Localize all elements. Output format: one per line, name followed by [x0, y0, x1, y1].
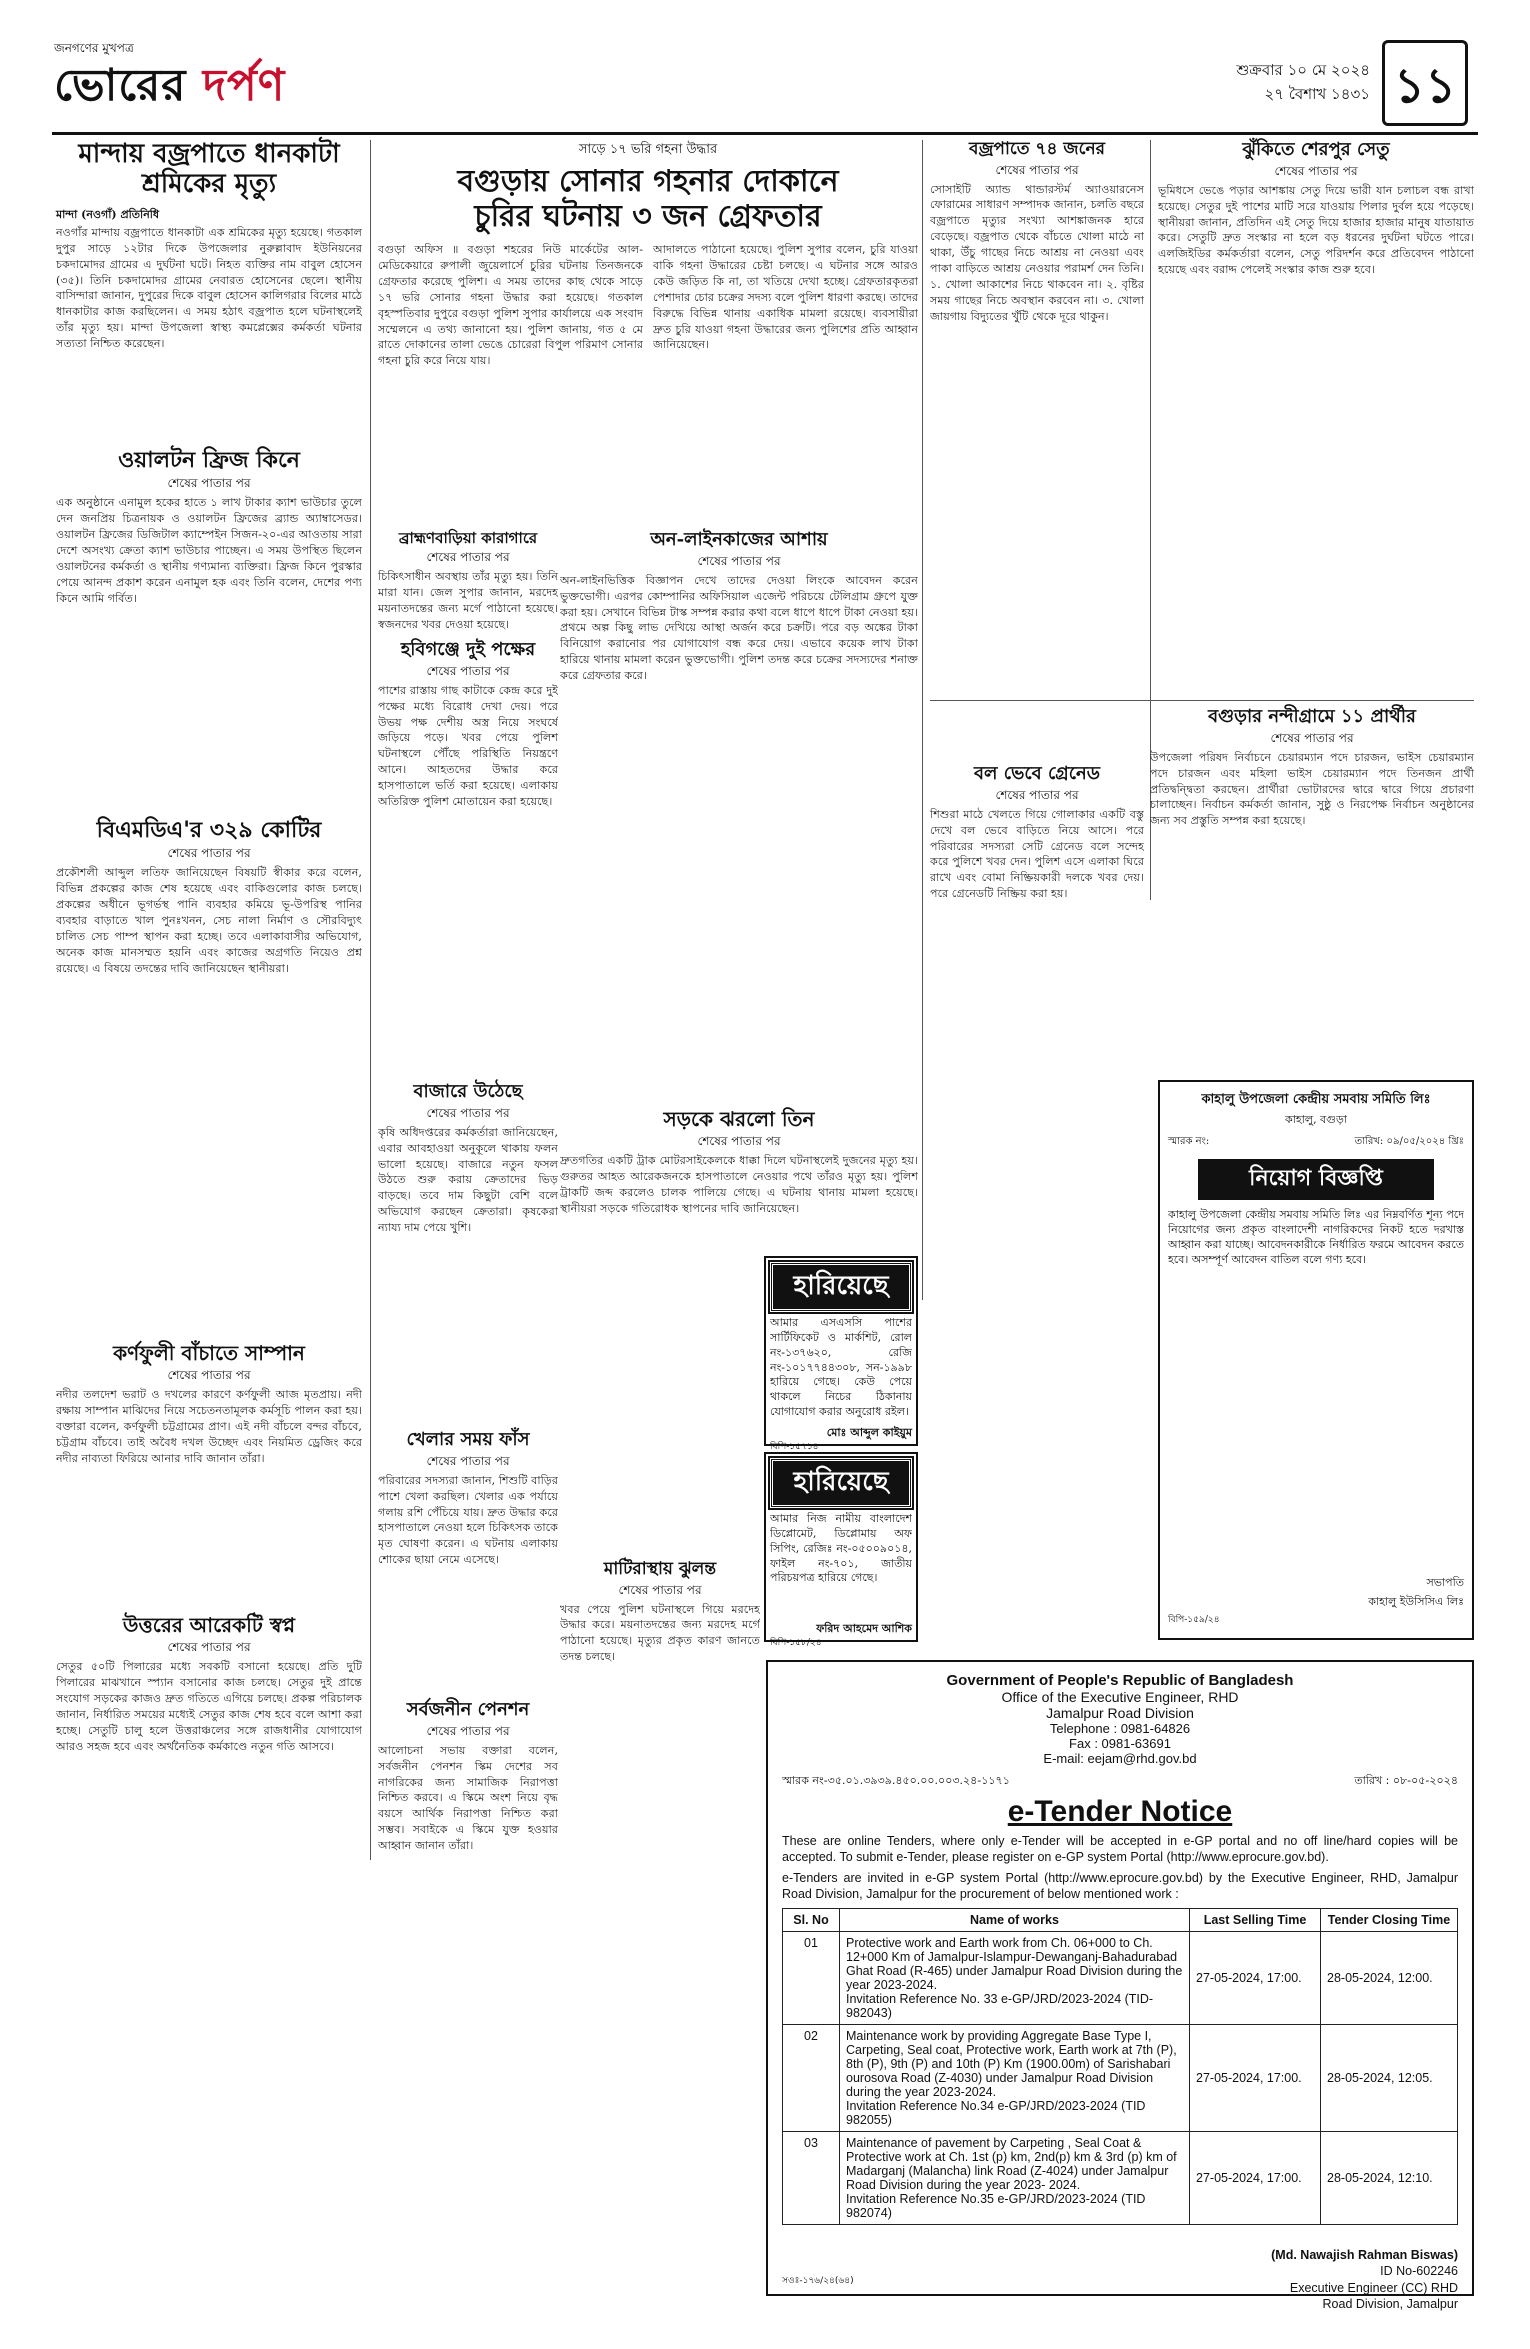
tender-table-header [783, 1909, 1458, 1932]
continued-label: শেষের পাতার পর [697, 1134, 781, 1148]
article-body: আদালতে পাঠানো হয়েছে। পুলিশ সুপার বলেন, চুরি যাওয়া বাকি গহনা উদ্ধারের চেষ্টা চলছে। এ ঘটনার সঙ্গে আরও কেউ জড়িত কি না, তা খতিয়ে দেখা হচ্ছে। গ্রেফতারকৃতরা পেশাদার চোর চক্রের সদস্য বলে পুলিশ ধারণা করছে। তাদের বিরুদ্ধে বিভিন্ন থানায় একাধিক মামলা রয়েছে। ব্যবসায়ীরা দ্রুত চুরি যাওয়া গহনা উদ্ধারের জন্য পুলিশের প্রতি আহ্বান জানিয়েছেন। [653, 243, 918, 352]
article-habiganj [378, 640, 558, 933]
lost-signature: মোঃ আব্দুল কাইয়ুম [826, 1426, 912, 1439]
continued-label: শেষের পাতার পর [995, 787, 1079, 802]
article-play-noose [378, 1430, 558, 1693]
lead-story [378, 140, 918, 480]
article-body: সোসাইটি অ্যান্ড থান্ডারস্টর্ম অ্যাওয়ারনেস ফোরামের সাধারণ সম্পাদক জানান, চলতি বছরে বজ্রপাতে মৃত্যুর সংখ্যা আশঙ্কাজনক হারে বেড়েছে। বজ্রপাত থেকে বাঁচতে খোলা মাঠে না থাকা, উঁচু গাছের নিচে আশ্রয় না নেওয়া এবং পাকা বাড়িতে আশ্রয় নেওয়ার পরামর্শ দেন তিনি। ১. খোলা আকাশের নিচে থাকবেন না। ২. বৃষ্টির সময় গাছের নিচে অবস্থান করবেন না। ৩. খোলা জায়গায় বিদ্যুতের খুঁটি থেকে দূরে থাকুন। [930, 182, 1144, 323]
article-title: সড়কে ঝরলো তিন [663, 1107, 815, 1131]
article-body: ভূমিধসে ভেঙে পড়ার আশঙ্কায় সেতু দিয়ে ভারী যান চলাচল বন্ধ রাখা হয়েছে। সেতুর দুই পাশের মাটি সরে যাওয়ায় পিলার দুর্বল হয়ে পড়েছে। স্থানীয়রা জানান, প্রতিদিন এই সেতু দিয়ে হাজার হাজার মানুষ যাতায়াত করে। সেতুটি দ্রুত সংস্কার না হলে বড় ধরনের দুর্ঘটনা ঘটতে পারে। এলজিইডির কর্মকর্তারা বলেন, সেতু পরিদর্শন করে প্রতিবেদন পাঠানো হয়েছে এবং বরাদ্দ পেলেই সংস্কার কাজ শুরু হবে। [1158, 183, 1474, 277]
col-header: Tender Closing Time [1321, 1909, 1458, 1932]
article-title: উত্তরের আরেকটি স্বপ্ন [122, 1613, 296, 1637]
article-karnaphuli [56, 1342, 362, 1617]
lost-ref: বিপি-১৫৭১৪ [770, 1441, 819, 1452]
issue-date [1236, 58, 1370, 106]
cell-sl: 01 [783, 1932, 840, 2025]
article-nandigram [930, 700, 1474, 1060]
job-banner: নিয়োগ বিজ্ঞপ্তি [1198, 1159, 1434, 1200]
newspaper-logo [54, 52, 285, 125]
col-header: Name of works [840, 1909, 1190, 1932]
article-bmda [56, 818, 362, 1315]
job-sign-org: কাহালু ইউসিসিএ লিঃ [1368, 1595, 1464, 1608]
article-hanging [560, 1560, 760, 2302]
cell-sell: 27-05-2024, 17:00. [1190, 2025, 1321, 2132]
article-body: উপজেলা পরিষদ নির্বাচনে চেয়ারম্যান পদে চারজন, ভাইস চেয়ারম্যান পদে চারজন এবং মহিলা ভাইস চেয়ারম্যান পদে তিনজন প্রার্থী প্রতিদ্বন্দ্বিতা করছেন। প্রার্থীরা ভোটারদের দ্বারে দ্বারে গিয়ে প্রচারণা চালাচ্ছেন। নির্বাচন কর্মকর্তা জানান, সুষ্ঠু ও নিরপেক্ষ নির্বাচন অনুষ্ঠানের জন্য সব প্রস্তুতি সম্পন্ন করা হয়েছে। [1150, 750, 1474, 828]
continued-label: শেষের পাতার পর [167, 1368, 251, 1382]
article-title [56, 140, 362, 200]
cell-sl: 03 [783, 2132, 840, 2225]
column-divider [922, 140, 923, 1300]
lost-banner: হারিয়েছে [770, 1262, 912, 1312]
article-body: শিশুরা মাঠে খেলতে গিয়ে গোলাকার একটি বস্তু দেখে বল ভেবে বাড়িতে নিয়ে আসে। পরে পরিবারের সদস্যরা সেটি গ্রেনেড বলে সন্দেহ করে পুলিশে খবর দেন। পুলিশ এসে এলাকা ঘিরে রাখে এবং বোমা নিষ্ক্রিয়কারী দলকে খবর দেয়। পরে গ্রেনেডটি নিষ্ক্রিয় করা হয়। [930, 807, 1144, 901]
article-pension [378, 1700, 558, 2303]
article-sherpur-bridge [1158, 140, 1474, 703]
cell-close: 28-05-2024, 12:05. [1321, 2025, 1458, 2132]
article-body: অন-লাইনভিত্তিক বিজ্ঞাপন দেখে তাদের দেওয়া লিংকে আবেদন করেন ভুক্তভোগী। এরপর কোম্পানির অফিসিয়াল এজেন্ট পরিচয়ে টেলিগ্রাম গ্রুপে যুক্ত করা হয়। সেখানে বিভিন্ন টাস্ক সম্পন্ন করার কথা বলে ধাপে ধাপে টাকা নেওয়া হয়। প্রথমে অল্প কিছু লাভ দেখিয়ে আস্থা অর্জন করে চক্রটি। পরে বড় অঙ্কের টাকা বিনিয়োগ করানোর পর যোগাযোগ বন্ধ করে দেয়। এভাবে কয়েক লাখ টাকা হারিয়ে থানায় মামলা করেন ভুক্তভোগী। পুলিশ তদন্ত করে চক্রের সদস্যদের শনাক্ত করে গ্রেফতার করে। [560, 573, 918, 683]
continued-label: শেষের পাতার পর [167, 846, 251, 861]
article-brahmanbaria [378, 530, 558, 639]
article-title: সর্বজনীন পেনশন [406, 1699, 530, 1720]
continued-label: শেষের পাতার পর [426, 1105, 510, 1120]
title-line: বগুড়ায় সোনার গহনার দোকানে [457, 164, 839, 199]
article-body: নওগাঁর মান্দায় বজ্রপাতে ধানকাটা এক শ্রমিকের মৃত্যু হয়েছে। গতকাল দুপুর সাড়ে ১২টার দিকে উপজেলার নুরুল্লাবাদ ইউনিয়নের চকদামোদর গ্রামের এ দুর্ঘটনা ঘটে। নিহত ব্যক্তির নাম বাবুল হোসেন (৩৫)। তিনি চকদামোদর গ্রামের নেবারত হোসেনের ছেলে। স্থানীয় বাসিন্দারা জানান, দুপুরের দিকে বাবুল হোসেন কালিগরার বিলের মাঠে ধানকাটার কাজ করছিলেন। এ সময় হঠাৎ বজ্রপাত হলে ঘটনাস্থলেই তাঁর মৃত্যু হয়। মান্দা উপজেলা স্বাস্থ্য কমপ্লেক্সের কর্মকর্তা ঘটনার সত্যতা নিশ্চিত করেছেন। [56, 225, 362, 351]
logo-word-1: ভোরের [54, 60, 187, 111]
job-footer-ref: বিপি-১৫৯/২৪ [1168, 1615, 1220, 1625]
logo-word-2: দর্পণ [202, 60, 286, 111]
article-body: আলোচনা সভায় বক্তারা বলেন, সর্বজনীন পেনশন স্কিম দেশের সব নাগরিকের জন্য সামাজিক নিরাপত্তা নিশ্চিত করবে। এ স্কিমে অংশ নিয়ে বৃদ্ধ বয়সে আর্থিক নিরাপত্তা নিশ্চিত করা সম্ভব। সবাইকে এ স্কিমে যুক্ত হওয়ার আহ্বান জানান তাঁরা। [378, 1743, 558, 1853]
page-number: ১১ [1382, 40, 1468, 126]
article-title: হবিগঞ্জে দুই পক্ষের [400, 639, 536, 660]
sign-id: ID No-602246 [1380, 2264, 1458, 2279]
article-title: ঝুঁকিতে শেরপুর সেতু [1242, 139, 1390, 160]
article-north-dream [56, 1614, 362, 2319]
article-title: মাটিরাস্থায় ঝুলন্ত [603, 1559, 717, 1579]
article-title: বল ভেবে গ্রেনেড [974, 763, 1100, 784]
continued-label: শেষের পাতার পর [167, 476, 251, 491]
article-body: প্রকৌশলী আব্দুল লতিফ জানিয়েছেন বিষয়টি স্বীকার করে বলেন, বিভিন্ন প্রকল্পের কাজ শেষ হয়েছে এবং বাকিগুলোর কাজ চলছে। প্রকল্পের অধীনে ভূগর্ভস্থ পানি ব্যবহার কমিয়ে ভূ-উপরিস্থ পানির ব্যবহার বাড়াতে খাল পুনঃখনন, সেচ নালা নির্মাণ ও সৌরবিদ্যুৎ চালিত সেচ পাম্প স্থাপন করা হচ্ছে। তবে এলাকাবাসীর অভিযোগ, অনেক কাজ মানসম্মত হয়নি এবং কাজের অগ্রগতি নিয়েও প্রশ্ন রয়েছে। এ বিষয়ে তদন্তের দাবি জানিয়েছেন স্থানীয়রা। [56, 866, 362, 975]
article-title: বজ্রপাতে ৭৪ জনের [969, 139, 1105, 159]
tender-memo-line [782, 1772, 1458, 1791]
tender-notice [766, 1660, 1474, 2311]
article-online-work [560, 530, 918, 1043]
lost-notice [764, 1256, 918, 1452]
job-date: তারিখ: ০৯/০৫/২০২৪ খ্রিঃ [1354, 1136, 1464, 1147]
continued-label: শেষের পাতার পর [426, 663, 510, 678]
continued-label: শেষের পাতার পর [167, 1640, 251, 1654]
article-title: বগুড়ার নন্দীগ্রামে ১১ প্রার্থীর [1208, 706, 1416, 727]
table-row [783, 2025, 1458, 2132]
work-desc: Protective work and Earth work from Ch. 06+000 to Ch. 12+000 Km of Jamalpur-Islampur-Dewanganj-Bahadurabad Ghat Road (R-465) under Jamalpur Road Division during the year 2023-2024. [846, 1936, 1183, 1992]
table-row [783, 2132, 1458, 2225]
sign-title: Executive Engineer (CC) RHD [1289, 2280, 1458, 2295]
title-line: মান্দায় বজ্রপাতে ধানকাটা [78, 139, 340, 169]
continued-label: শেষের পাতার পর [1270, 730, 1354, 745]
work-ref: Invitation Reference No.34 e-GP/JRD/2023-2024 (TID 982055) [846, 2099, 1146, 2127]
article-body: পরিবারের সদস্যরা জানান, শিশুটি বাড়ির পাশে খেলা করছিল। খেলার এক পর্যায়ে গলায় রশি পেঁচিয়ে যায়। দ্রুত উদ্ধার করে হাসপাতালে নেওয়া হলে চিকিৎসক তাকে মৃত ঘোষণা করেন। এ ঘটনায় এলাকায় শোকের ছায়া নেমে এসেছে। [378, 1473, 558, 1567]
article-body: কৃষি অধিদপ্তরের কর্মকর্তারা জানিয়েছেন, এবার আবহাওয়া অনুকূলে থাকায় ফলন ভালো হয়েছে। বাজারে নতুন ফসল উঠতে শুরু করায় ক্রেতাদের ভিড় বাড়ছে। তবে দাম কিছুটা বেশি বলে অভিযোগ করছেন ক্রেতারা। কৃষকেরা ন্যায্য দাম পেয়ে খুশি। [378, 1125, 558, 1235]
continued-label: শেষের পাতার পর [426, 1453, 510, 1468]
article-lightning [930, 140, 1144, 742]
tender-para1: These are online Tenders, where only e-Tender will be accepted in e-GP portal and no off line/hard copies will be accepted. To submit e-Tender, please register on e-GP system Portal (http://www.eprocure.gov.bd). [782, 1834, 1458, 1865]
tender-title: e-Tender Notice [1007, 1795, 1233, 1828]
bangla-date: ২৭ বৈশাখ ১৪৩১ [1264, 85, 1370, 103]
lost-signature: ফরিদ আহমেদ আশিক [816, 1622, 912, 1635]
lost-body: আমার এসএসসি পাশের সার্টিফিকেট ও মার্কশিট, রোল নং-১৩৭৬২০, রেজি নং-১০১৭৭৪৪৩০৮, সন-১৯৯৮ হারিয়ে গেছে। কেউ পেয়ে থাকলে নিচের ঠিকানায় যোগাযোগ করার অনুরোধ রইল। [770, 1316, 912, 1419]
cell-close: 28-05-2024, 12:00. [1321, 1932, 1458, 2025]
cell-work [840, 1932, 1190, 2025]
article-mandai [56, 140, 362, 375]
job-sign-title: সভাপতি [1426, 1576, 1464, 1589]
article-walton [56, 448, 362, 785]
lost-banner: হারিয়েছে [770, 1458, 912, 1508]
title-line: চুরির ঘটনায় ৩ জন গ্রেফতার [474, 198, 822, 234]
tender-memo: স্মারক নং-৩৫.০১.৩৯৩৯.৪৫০.০০.০০৩.২৪-১১৭১ [782, 1774, 1010, 1787]
job-notice [1158, 1080, 1474, 1640]
byline: মান্দা (নওগাঁ) প্রতিনিধি [56, 207, 160, 221]
job-sign [1168, 1574, 1464, 1612]
work-ref: Invitation Reference No.35 e-GP/JRD/2023-2024 (TID 982074) [846, 2192, 1146, 2220]
article-title: খেলার সময় ফাঁস [406, 1429, 530, 1450]
article-body: সেতুর ৫০টি পিলারের মধ্যে সবকটি বসানো হয়েছে। প্রতি দুটি পিলারের মাঝখানে স্প্যান বসানোর কাজ চলছে। সেতুর দুই প্রান্তে সংযোগ সড়কের কাজও দ্রুত গতিতে এগিয়ে চলছে। প্রকল্প পরিচালক জানান, নির্ধারিত সময়ের মধ্যেই সেতুর কাজ শেষ হবে বলে আশা করা হচ্ছে। সেতুটি চালু হলে উত্তরাঞ্চলের সঙ্গে রাজধানীর যোগাযোগ আরও সহজ হবে এবং অর্থনৈতিক কর্মকাণ্ডে নতুন গতি আসবে। [56, 1660, 362, 1753]
job-refline [1168, 1134, 1464, 1151]
sign-name: (Md. Nawajish Rahman Biswas) [1271, 2248, 1458, 2262]
job-org: কাহালু উপজেলা কেন্দ্রীয় সমবায় সমিতি লিঃ [1201, 1092, 1431, 1107]
lost-body: আমার নিজ নামীয় বাংলাদেশ ডিপ্লোমেট, ডিপ্লোমায় অফ সিপিং, রেজিঃ নং-০৫০০৯০১৪, ফাইল নং-৭০১, জাতীয় পরিচয়পত্র হারিয়ে গেছে। [770, 1512, 912, 1585]
tender-signature [782, 2247, 1458, 2312]
continued-label: শেষের পাতার পর [426, 1723, 510, 1738]
article-body: বগুড়া অফিস ॥ বগুড়া শহরের নিউ মার্কেটের আল-মেডিকেয়ারে রুপালী জুয়েলার্সে চুরির ঘটনায় তিনজনকে গ্রেফতার করেছে পুলিশ। এ সময় তাদের কাছ থেকে সাড়ে ১৭ ভরি সোনার গহনা উদ্ধার করা হয়েছে। গতকাল বৃহস্পতিবার দুপুরে বগুড়া পুলিশ সুপার কার্যালয়ে এক সংবাদ সম্মেলনে এ তথ্য জানানো হয়। পুলিশ জানায়, গত ৫ মে রাতে দোকানের তালা ভেঙে চোরেরা বিপুল পরিমাণ সোনার গহনা চুরি করে নিয়ে যায়। [378, 243, 643, 368]
article-title: ব্রাহ্মণবাড়িয়া কারাগারে [398, 529, 538, 547]
continued-label: শেষের পাতার পর [618, 1582, 702, 1597]
tender-office: Office of the Executive Engineer, RHD [1001, 1689, 1239, 1705]
cell-sell: 27-05-2024, 17:00. [1190, 2132, 1321, 2225]
lead-kicker: সাড়ে ১৭ ভরি গহনা উদ্ধার [578, 142, 718, 157]
lead-title [378, 165, 918, 234]
article-body: নদীর তলদেশ ভরাট ও দখলের কারণে কর্ণফুলী আজ মৃতপ্রায়। নদী রক্ষায় সাম্পান মাঝিদের নিয়ে সচেতনতামূলক কর্মসূচি পালন করা হয়। বক্তারা বলেন, কর্ণফুলী চট্টগ্রামের প্রাণ। এই নদী বাঁচলে বন্দর বাঁচবে, চট্টগ্রাম বাঁচবে। তাই অবৈধ দখল উচ্ছেদ এবং নিয়মিত ড্রেজিং করে নদীর নাব্যতা ফিরিয়ে আনার দাবি জানান তাঁরা। [56, 1388, 362, 1465]
cell-sl: 02 [783, 2025, 840, 2132]
tender-footer-ref: সওঃ-১৭৬/২৪(৬৪) [782, 2276, 854, 2286]
article-body: এক অনুষ্ঠানে এনামুল হকের হাতে ১ লাখ টাকার ক্যাশ ভাউচার তুলে দেন জনপ্রিয় চিত্রনায়ক ও ওয়ালটন ফ্রিজের ব্র্যান্ড অ্যাম্বাসেডর। ওয়ালটন ফ্রিজের ডিজিটাল ক্যাম্পেইন সিজন-২০-এর আওতায় সারা দেশে অসংখ্য ক্রেতা ক্যাশ ভাউচার পাচ্ছেন। এ সময় উপস্থিত ছিলেন ওয়ালটনের কর্মকর্তা ও স্থানীয় গণ্যমান্য ব্যক্তিরা। ফ্রিজ কিনে পুরস্কার পেয়ে আনন্দ প্রকাশ করেন এনামুল হক এবং তিনি বলেন, দেশের পণ্য কিনে আমি গর্বিত। [56, 496, 362, 605]
masthead-tagline: জনগণের মুখপত্র [54, 41, 134, 55]
article-title: কর্ণফুলী বাঁচাতে সাম্পান [113, 1341, 305, 1365]
job-place: কাহালু, বগুড়া [1285, 1113, 1347, 1126]
job-body: কাহালু উপজেলা কেন্দ্রীয় সমবায় সমিতি লিঃ এর নিম্নবর্ণিত শূন্য পদে নিয়োগের জন্য প্রকৃত বাংলাদেশী নাগরিকদের নিকট হতে দরখাস্ত আহ্বান করা যাচ্ছে। আবেদনকারীকে নির্ধারিত ফরমে আবেদন করতে হবে। অসম্পূর্ণ আবেদন বাতিল বলে গণ্য হবে। [1168, 1208, 1464, 1266]
article-title: ওয়ালটন ফ্রিজ কিনে [118, 447, 300, 473]
cell-sell: 27-05-2024, 17:00. [1190, 1932, 1321, 2025]
job-ref: স্মারক নং: [1168, 1136, 1210, 1147]
article-body: খবর পেয়ে পুলিশ ঘটনাস্থলে গিয়ে মরদেহ উদ্ধার করে। ময়নাতদন্তের জন্য মরদেহ মর্গে পাঠানো হয়েছে। মৃত্যুর প্রকৃত কারণ জানতে তদন্ত চলছে। [560, 1602, 760, 1664]
tender-para2: e-Tenders are invited in e-GP system Portal (http://www.eprocure.gov.bd) by the Executive Engineer, RHD, Jamalpur Road Division, Jamalpur for the procurement of below mentioned work : [782, 1870, 1458, 1901]
lost-ref: বিপি-১৫৮/২৪ [770, 1637, 822, 1648]
continued-label: শেষের পাতার পর [1274, 163, 1358, 178]
tender-fax: Fax : 0981-63691 [1069, 1736, 1171, 1751]
continued-label: শেষের পাতার পর [697, 553, 781, 568]
header-rule [52, 132, 1478, 135]
continued-label: শেষের পাতার পর [426, 550, 510, 565]
tender-memo-date: তারিখ : ০৮-০৫-২০২৪ [1354, 1774, 1458, 1787]
continued-label: শেষের পাতার পর [995, 162, 1079, 177]
article-title: বিএমডিএ'র ৩২৯ কোটির [96, 817, 322, 843]
sign-office: Road Division, Jamalpur [1322, 2296, 1458, 2311]
lead-columns [378, 242, 918, 480]
article-body: চিকিৎসাধীন অবস্থায় তাঁর মৃত্যু হয়। তিনি মারা যান। জেল সুপার জানান, মরদেহ ময়নাতদন্তের জন্য মর্গে পাঠানো হয়েছে। স্বজনদের খবর দেওয়া হয়েছে। [378, 570, 558, 631]
cell-work [840, 2132, 1190, 2225]
column-divider [370, 140, 371, 1860]
title-line: শ্রমিকের মৃত্যু [141, 168, 277, 199]
col-header: Last Selling Time [1190, 1909, 1321, 1932]
lost-notice [764, 1452, 918, 1648]
article-body: দ্রুতগতির একটি ট্রাক মোটরসাইকেলকে ধাক্কা দিলে ঘটনাস্থলেই দুজনের মৃত্যু হয়। গুরুতর আহত আরেকজনকে হাসপাতালে নেওয়ার পথে তাঁরও মৃত্যু হয়। পুলিশ ট্রাকটি জব্দ করলেও চালক পালিয়ে গেছে। এ ঘটনায় থানায় মামলা হয়েছে। স্থানীয়রা সড়কে গতিরোধক স্থাপনের দাবি জানিয়েছেন। [560, 1154, 918, 1215]
tender-gov: Government of People's Republic of Bangladesh [946, 1672, 1294, 1689]
article-market [378, 1082, 558, 1385]
article-body: পাশের রাস্তায় গাছ কাটাকে কেন্দ্র করে দুই পক্ষের মধ্যে বিরোধ দেখা দেয়। পরে উভয় পক্ষ দেশীয় অস্ত্র নিয়ে সংঘর্ষে জড়িয়ে পড়ে। খবর পেয়ে পুলিশ ঘটনাস্থলে পৌঁছে পরিস্থিতি নিয়ন্ত্রণে আনে। আহতদের উদ্ধার করে হাসপাতালে ভর্তি করা হয়েছে। এলাকায় অতিরিক্ত পুলিশ মোতায়েন করা হয়েছে। [378, 683, 558, 809]
table-row [783, 1932, 1458, 2025]
article-title: অন-লাইনকাজের আশায় [650, 529, 828, 550]
tender-telephone: Telephone : 0981-64826 [1049, 1721, 1191, 1736]
work-desc: Maintenance work by providing Aggregate Base Type I, Carpeting, Seal coat, Protective work, Earth work at 7th (P), 8th (P), 9th (P) and 10th (P) Km (1900.00m) of Sarishabari ourosova Road (Z-4030) under Jamalpur Road Division during the year 2023-2024. [846, 2029, 1177, 2099]
article-title: বাজারে উঠেছে [413, 1081, 523, 1102]
work-desc: Maintenance of pavement by Carpeting , Seal Coat & Protective work at Ch. 1st (p) km, 2nd(p) km & 3rd (p) km of Madarganj (Malancha) link Road (Z-4024) under Jamalpur Road Division during the year 2023- 2024. [846, 2136, 1177, 2192]
cell-work [840, 2025, 1190, 2132]
tender-email: E-mail: eejam@rhd.gov.bd [1043, 1751, 1197, 1766]
cell-close: 28-05-2024, 12:10. [1321, 2132, 1458, 2225]
work-ref: Invitation Reference No. 33 e-GP/JRD/2023-2024 (TID- 982043) [846, 1992, 1154, 2020]
tender-table [782, 1908, 1458, 2225]
day-date: শুক্রবার ১০ মে ২০২৪ [1236, 61, 1370, 79]
tender-division: Jamalpur Road Division [1046, 1705, 1194, 1721]
col-header: Sl. No [783, 1909, 840, 1932]
